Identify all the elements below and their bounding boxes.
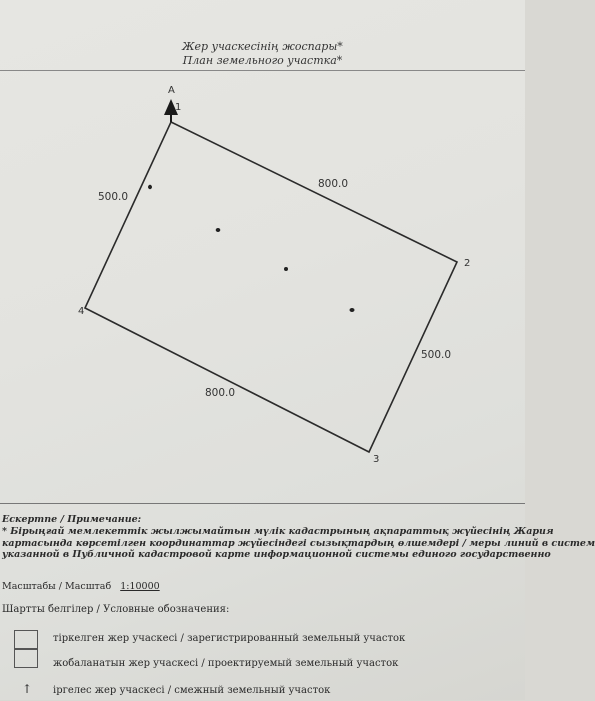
note-heading: Ескертпе / Примечание:: [2, 514, 142, 525]
scale-value: 1:10000: [120, 581, 160, 592]
note-line: картасында көрсетілген координаттар жүйесіндегі сызықтардың өлшемдері / меры линий в систем: [2, 537, 595, 549]
land-plot-plan: [0, 70, 525, 503]
note-line: указанной в Публичной кадастровой карте информационной системы единого государственно: [2, 549, 551, 560]
ink-dot: [148, 185, 152, 189]
ink-dot: [350, 308, 355, 312]
side-length-1-2: 800.0: [318, 178, 349, 190]
vertex-label-2: 2: [464, 258, 471, 269]
projected-plot-symbol-icon: [14, 648, 38, 668]
note-line: * Бірыңғай мемлекеттік жылжымайтын мүлік кадастрының ақпараттық жүйесінің Жария: [2, 526, 554, 537]
registered-plot-symbol-icon: [14, 630, 38, 650]
legend-heading: Шартты белгілер / Условные обозначения:: [2, 604, 230, 615]
vertex-label-4: 4: [78, 306, 85, 317]
plan-title-ru: План земельного участка*: [182, 54, 343, 67]
note-text: [2, 526, 595, 561]
legend-label: жобаланатын жер учаскесі / проектируемый земельный участок: [53, 658, 399, 669]
side-length-2-3: 500.0: [421, 349, 452, 361]
adjacent-plot-arrow-icon: ↑: [22, 682, 33, 696]
north-label: А: [168, 85, 175, 96]
side-length-4-1: 500.0: [98, 191, 129, 203]
legend-item-projected: [0, 655, 525, 675]
scale-line: [2, 581, 160, 592]
ink-dot: [284, 267, 288, 271]
legend-item-registered: [0, 630, 525, 650]
scale-label: Масштабы / Масштаб: [2, 581, 112, 592]
legend-label: іргелес жер учаскесі / смежный земельный участок: [53, 685, 331, 696]
bottom-divider: [0, 503, 525, 504]
ink-dot: [216, 228, 221, 232]
plot-boundary: [85, 122, 457, 452]
legend-label: тіркелген жер учаскесі / зарегистрированный земельный участок: [53, 633, 406, 644]
vertex-label-3: 3: [373, 454, 380, 465]
vertex-label-1: 1: [175, 102, 182, 113]
side-length-3-4: 800.0: [205, 387, 236, 399]
plan-title-kz: Жер учаскесінің жоспары*: [182, 40, 343, 53]
legend-item-adjacent: [0, 681, 525, 701]
